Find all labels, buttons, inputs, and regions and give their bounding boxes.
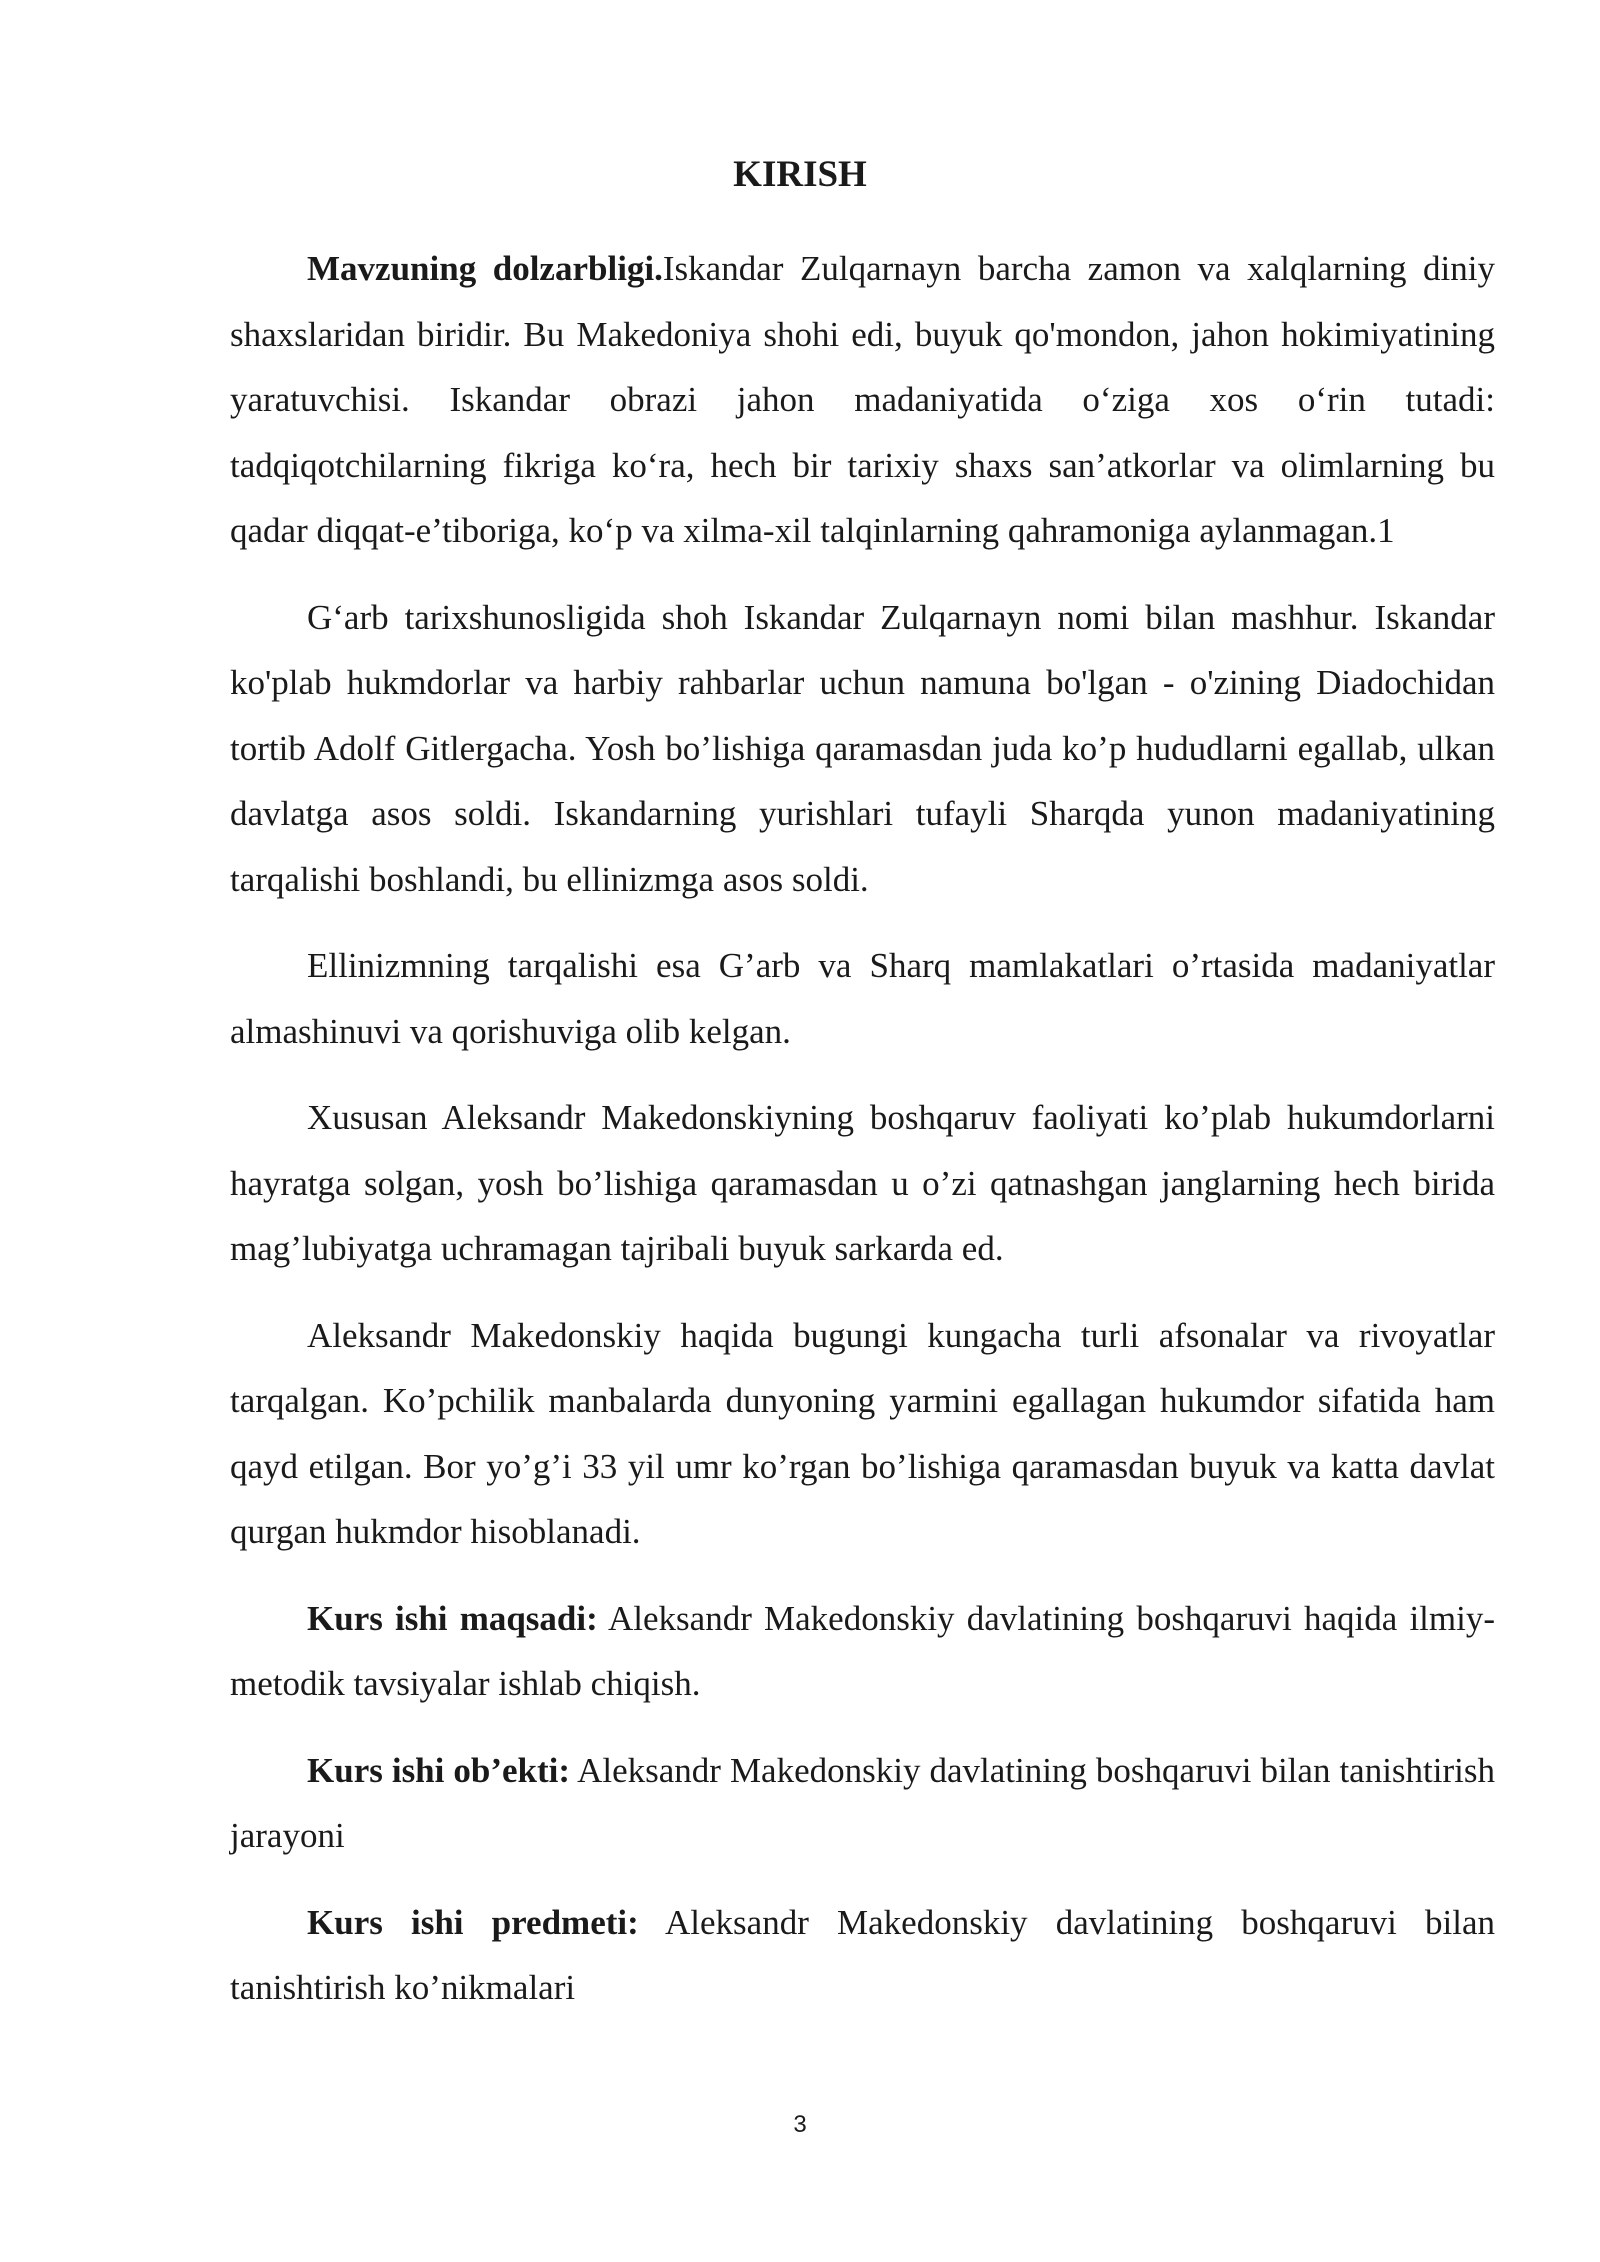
paragraph-course-object bbox=[230, 1738, 1495, 1869]
page-title: KIRISH bbox=[733, 154, 867, 195]
paragraph-course-subject bbox=[230, 1890, 1495, 2021]
paragraph-text: Aleksandr Makedonskiy davlatining boshqaruvi haqida ilmiy-metodik tavsiyalar ishlab chiqish. bbox=[230, 1598, 1496, 1703]
paragraph-legends bbox=[230, 1303, 1495, 1565]
paragraph-text: Aleksandr Makedonskiy davlatining boshqaruvi bilan tanishtirish ko’nikmalari bbox=[230, 1902, 1495, 2007]
paragraph-relevance bbox=[230, 236, 1495, 564]
paragraph-governance bbox=[230, 1085, 1495, 1282]
document-body bbox=[230, 236, 1495, 2042]
paragraph-course-goal bbox=[230, 1586, 1495, 1717]
paragraph-text: Aleksandr Makedonskiy davlatining boshqaruvi bilan tanishtirish jarayoni bbox=[230, 1750, 1495, 1855]
page-number: 3 bbox=[793, 2111, 807, 2138]
paragraph-lead: Kurs ishi predmeti: bbox=[307, 1902, 639, 1942]
paragraph-text: Gʻarb tarixshunosligida shoh Iskandar Zulqarnayn nomi bilan mashhur. Iskandar ko'plab hukmdorlar va harbiy rahbarlar uchun namuna bo'lgan - o'zining Diadochidan tortib Adolf Gitlergacha. Yosh bo’lishiga qaramasdan juda ko’p hududlarni egallab, ulkan davlatga asos soldi. Iskandarning yurishlari tufayli Sharqda yunon madaniyatining tarqalishi boshlandi, bu ellinizmga asos soldi. bbox=[230, 597, 1495, 899]
paragraph-lead: Kurs ishi maqsadi: bbox=[307, 1598, 598, 1638]
paragraph-text: Aleksandr Makedonskiy haqida bugungi kungacha turli afsonalar va rivoyatlar tarqalgan. Ko’pchilik manbalarda dunyoning yarmini egallagan hukumdor sifatida ham qayd etilgan. Bor yo’g’i 33 yil umr ko’rgan bo’lishiga qaramasdan buyuk va katta davlat qurgan hukmdor hisoblanadi. bbox=[230, 1315, 1495, 1551]
paragraph-lead: Mavzuning dolzarbligi. bbox=[307, 249, 663, 288]
paragraph-text: Iskandar Zulqarnayn barcha zamon va xalqlarning diniy shaxslaridan biridir. Bu Makedoniya shohi edi, buyuk qo'mondon, jahon hokimiyatining yaratuvchisi. Iskandar obrazi jahon madaniyatida oʻziga xos oʻrin tutadi: tadqiqotchilarning fikriga koʻra, hech bir tarixiy shaxs san’atkorlar va olimlarning bu qadar diqqat-e’tiboriga, koʻp va xilma-xil talqinlarning qahramoniga aylanmagan.1 bbox=[230, 249, 1496, 550]
paragraph-text: Xususan Aleksandr Makedonskiyning boshqaruv faoliyati ko’plab hukumdorlarni hayratga solgan, yosh bo’lishiga qaramasdan u o’zi qatnashgan janglarning hech birida mag’lubiyatga uchramagan tajribali buyuk sarkarda ed. bbox=[230, 1098, 1495, 1268]
paragraph-lead: Kurs ishi ob’ekti: bbox=[307, 1750, 571, 1790]
paragraph-hellenism bbox=[230, 933, 1495, 1064]
paragraph-western-historiography bbox=[230, 585, 1495, 913]
paragraph-text: Ellinizmning tarqalishi esa G’arb va Sharq mamlakatlari o’rtasida madaniyatlar almashinuvi va qorishuviga olib kelgan. bbox=[230, 946, 1495, 1051]
